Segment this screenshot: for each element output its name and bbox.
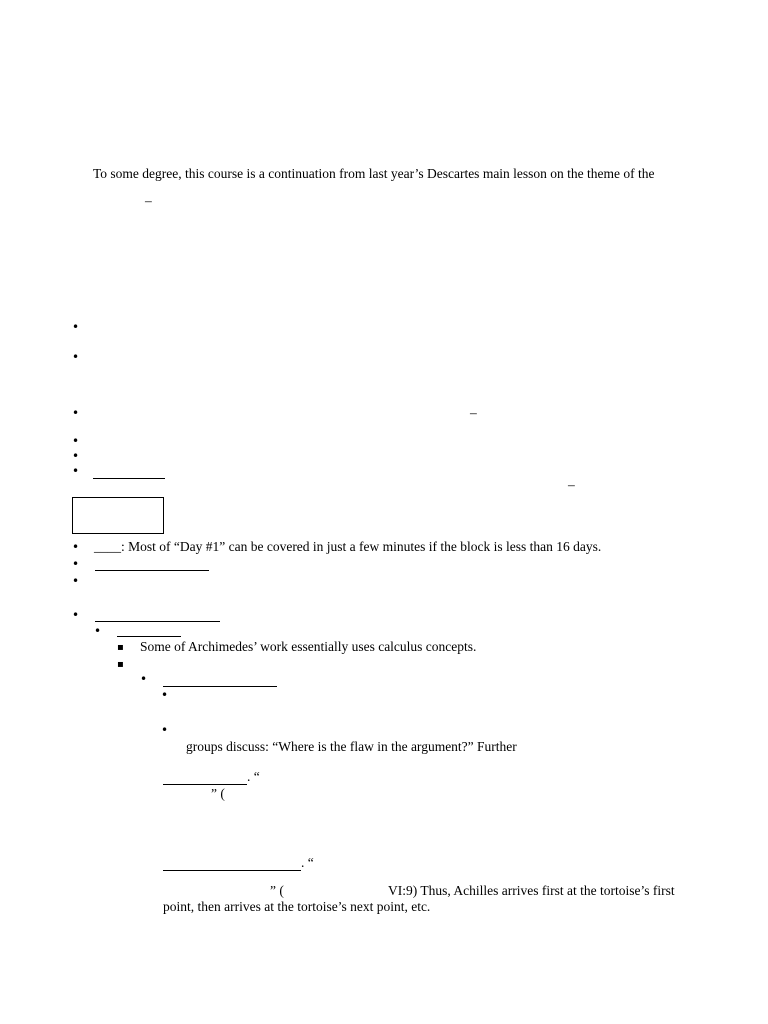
quote-b-reference: VI:9) Thus, Achilles arrives first at the tortoise’s first	[388, 883, 675, 898]
empty-box	[72, 497, 164, 534]
sub-sub-bullet-1: •	[140, 672, 148, 686]
quote-a-open: . “	[247, 769, 260, 784]
quote-b-underline	[163, 870, 301, 871]
quote-a-underline	[163, 784, 247, 785]
quote-b-close: ” (	[270, 883, 284, 898]
bullet-6-dash: –	[568, 477, 575, 492]
intro-paragraph: To some degree, this course is a continuation from last year’s Descartes main lesson on the theme of the	[93, 166, 655, 181]
bullet-8-underline	[95, 570, 209, 571]
quote-b-continuation: point, then arrives at the tortoise’s next point, etc.	[163, 899, 431, 914]
bullet-10: •	[72, 608, 80, 622]
flaw-discussion-note: groups discuss: “Where is the flaw in the argument?” Further	[186, 739, 517, 754]
bullet-2: •	[72, 350, 80, 364]
bullet-1: •	[72, 320, 80, 334]
quote-a-close: ” (	[211, 786, 225, 801]
bullet-3-dash: –	[470, 405, 477, 420]
deep-bullet-1: •	[161, 688, 169, 702]
square-bullet-1: ▪	[117, 642, 124, 653]
deep-bullet-2: •	[161, 723, 169, 737]
bullet-6-underline	[93, 478, 165, 479]
sub-sub-bullet-1-underline	[163, 686, 277, 687]
bullet-5: •	[72, 449, 80, 463]
sub-bullet-1-underline	[117, 636, 181, 637]
bullet-3: •	[72, 406, 80, 420]
intro-dash: –	[145, 193, 152, 208]
bullet-10-underline	[95, 621, 220, 622]
day-one-blank: ____	[94, 539, 121, 554]
square-bullet-2: ▪	[117, 659, 124, 670]
bullet-7: •	[72, 540, 80, 554]
archimedes-note: Some of Archimedes’ work essentially uses calculus concepts.	[140, 639, 477, 654]
bullet-8: •	[72, 557, 80, 571]
day-one-text: : Most of “Day #1” can be covered in just a few minutes if the block is less than 16 days.	[121, 539, 602, 554]
bullet-4: •	[72, 434, 80, 448]
sub-bullet-1: •	[94, 624, 102, 638]
bullet-9: •	[72, 574, 80, 588]
bullet-6: •	[72, 464, 80, 478]
quote-b-open: . “	[301, 855, 314, 870]
day-one-note	[94, 540, 601, 554]
